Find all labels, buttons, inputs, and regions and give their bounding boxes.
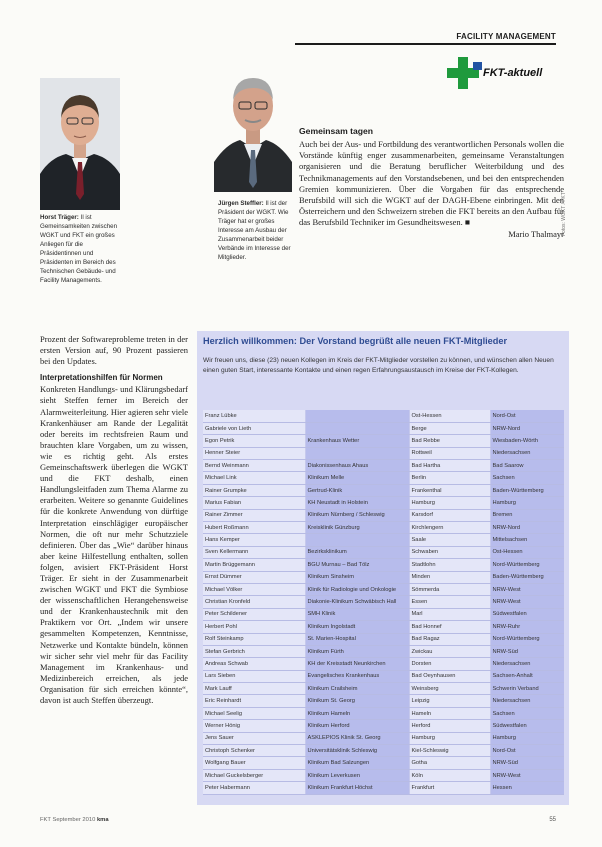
caption-1-name: Horst Träger: xyxy=(40,214,79,221)
member-region: Sachsen xyxy=(490,472,564,484)
table-row xyxy=(203,522,564,534)
member-city: Marl xyxy=(409,608,490,620)
member-institution: Universitätsklinik Schleswig xyxy=(305,745,409,757)
table-row xyxy=(203,707,564,719)
caption-2-name: Jürgen Steffler: xyxy=(218,200,264,207)
member-name: Martin Brüggemann xyxy=(203,559,305,571)
member-name: Rolf Steinkamp xyxy=(203,633,305,645)
portrait-2-image xyxy=(214,58,292,192)
table-row xyxy=(203,683,564,695)
caption-horst-traeger xyxy=(40,213,120,285)
member-institution: Klinikum Sinsheim xyxy=(305,571,409,583)
member-city: Köln xyxy=(409,769,490,781)
member-name: Lars Sieben xyxy=(203,670,305,682)
member-institution: Diakonissenhaus Ahaus xyxy=(305,460,409,472)
member-name: Mark Lauff xyxy=(203,683,305,695)
table-row xyxy=(203,546,564,558)
member-region: Hessen xyxy=(490,782,564,794)
member-region: Nord-Ost xyxy=(490,745,564,757)
section-label: FACILITY MANAGEMENT xyxy=(456,32,556,41)
member-region: Südwestfalen xyxy=(490,608,564,620)
badge-icon xyxy=(473,62,482,70)
section-title-gemeinsam-tagen: Gemeinsam tagen xyxy=(299,126,374,136)
table-row xyxy=(203,472,564,484)
member-name: Andreas Schwab xyxy=(203,658,305,670)
member-region: Baden-Württemberg xyxy=(490,571,564,583)
member-name: Gabriele von Lieth xyxy=(203,422,305,434)
table-row xyxy=(203,559,564,571)
member-name: Franz Lübke xyxy=(203,410,305,422)
member-city: Gotha xyxy=(409,757,490,769)
member-name: Eric Reinhardt xyxy=(203,695,305,707)
member-institution: SMH Klinik xyxy=(305,608,409,620)
member-institution: Klinikum Crailsheim xyxy=(305,683,409,695)
member-institution: Gertrud-Klinik xyxy=(305,484,409,496)
members-table xyxy=(203,410,564,795)
member-region: Nord-Ost xyxy=(490,410,564,422)
table-row xyxy=(203,435,564,447)
photo-credit: Fotos: WGKT / FKT xyxy=(561,192,567,236)
member-name: Christoph Schenker xyxy=(203,745,305,757)
member-institution xyxy=(305,422,409,434)
table-row xyxy=(203,670,564,682)
table-row xyxy=(203,658,564,670)
page-number: 55 xyxy=(549,817,556,823)
table-row xyxy=(203,782,564,794)
member-region: NRW-Ruhr xyxy=(490,621,564,633)
member-name: Henner Steier xyxy=(203,447,305,459)
member-city: Hamburg xyxy=(409,732,490,744)
table-row xyxy=(203,769,564,781)
member-region: Hamburg xyxy=(490,497,564,509)
table-row xyxy=(203,571,564,583)
member-name: Stefan Gerbrich xyxy=(203,645,305,657)
left-column-body: Konkreten Handlungs- und Klärungsbedarf sieht Steffen ferner im Bereich der Alarmweiterleitung. Hier agieren sehr viele Krankenhäuser am Rande der Legalität oder bereits im rechtsfreien Raum und brauchten klare Vorgaben, um zu wissen, wie es richtig geht. Als erstes Gemeinschaftswerk überlegen die WGKT und die FKT deshalb, einen Handlungsleitfaden zum Thema Alarme zu erarbeiten. Weitere so genannte Guidelines für die konkrete Anwendung von dürftige Interpretation einschlägiger europäischer Normen, die oft nur mehr Schutzziele definieren. Über das „Wie“ darüber hinaus aber keine Hilfestellung enthalten, sollen folgen, avisiert FKT-Präsident Horst Träger. Er sieht in der Zusammenarbeit zwischen WGKT und FKT die Symbiose der wissenschaftlichen Herangehensweise und der Krankenhaustechnik mit den Praktikern vor Ort. „Indem wir unsere gesammelten Kompetenzen, Kenntnisse, Netzwerke und Kontakte bündeln, können wir sicher sehr viel mehr für das Facility Management im Krankenhaus- und Medizinbereich erreichen, als jede Organisation für sich erreichen könnte“, davon ist auch Steffen überzeugt. xyxy=(40,384,188,705)
member-name: Michael Guckelsberger xyxy=(203,769,305,781)
portrait-horst-traeger xyxy=(40,78,120,210)
left-column-intro: Prozent der Softwareprobleme treten in der ersten Version auf, 90 Prozent passieren bei den Updates. xyxy=(40,334,188,367)
member-region: Sachsen-Anhalt xyxy=(490,670,564,682)
member-name: Marius Fabian xyxy=(203,497,305,509)
member-institution: ASKLEPIOS Klinik St. Georg xyxy=(305,732,409,744)
member-city: Ost-Hessen xyxy=(409,410,490,422)
table-row xyxy=(203,596,564,608)
member-name: Bernd Weinmann xyxy=(203,460,305,472)
table-row xyxy=(203,460,564,472)
member-region: Bad Saarow xyxy=(490,460,564,472)
member-city: Berlin xyxy=(409,472,490,484)
member-city: Zwickau xyxy=(409,645,490,657)
member-city: Bad Ragaz xyxy=(409,633,490,645)
member-institution: Klinik für Radiologie und Onkologie xyxy=(305,583,409,595)
member-region: NRW-Nord xyxy=(490,422,564,434)
member-institution: BGU Murnau – Bad Tölz xyxy=(305,559,409,571)
member-city: Herford xyxy=(409,720,490,732)
member-city: Kiel-Schleswig xyxy=(409,745,490,757)
member-institution: Klinikum Herford xyxy=(305,720,409,732)
member-city: Stadtlohn xyxy=(409,559,490,571)
top-section-body: Auch bei der Aus- und Fortbildung des verantwortlichen Personals wollen die Vorstände künftig enger zusammenarbeiten, gemeinsame Veranstaltungen organisieren und die Beratung beruflicher Weiterbildung und des Technikmanagements auf den Vorstandsebenen, und bei den entsprechenden Gremien kommunizieren. Über die Vorgaben für das entsprechende Berufsbild will sich die WGKT auf der DAGH-Ebene einbringen. Mit den Österreichern und den Schweizern streben die FKT bereits an den Aufbau für das Berufsbild Techniker im Gesundheitswesen. ■ Mario Thalmayr xyxy=(299,139,564,239)
member-region: Niedersachsen xyxy=(490,695,564,707)
member-city: Rottweil xyxy=(409,447,490,459)
member-city: Weinsberg xyxy=(409,683,490,695)
table-row xyxy=(203,534,564,546)
member-institution: Klinikum Bad Salzungen xyxy=(305,757,409,769)
table-row xyxy=(203,497,564,509)
member-institution: Diakonie-Klinikum Schwäbisch Hall xyxy=(305,596,409,608)
table-row xyxy=(203,583,564,595)
member-institution: Klinikum St. Georg xyxy=(305,695,409,707)
member-name: Michael Link xyxy=(203,472,305,484)
member-name: Rainer Grumpke xyxy=(203,484,305,496)
member-city: Bad Rebbe xyxy=(409,435,490,447)
member-city: Bad Hartha xyxy=(409,460,490,472)
table-row xyxy=(203,621,564,633)
fkt-logo xyxy=(447,57,562,91)
caption-1-text: Il ist Gemeinsamkeiten zwischen WGKT und FKT ein großes Anliegen für die Präsidentinnen und Präsidenten im Bereich des Technischen Gebäude- und Facility Managements. xyxy=(40,214,118,284)
member-name: Peter Schildener xyxy=(203,608,305,620)
member-city: Frankenthal xyxy=(409,484,490,496)
member-name: Michael Seelig xyxy=(203,707,305,719)
logo-text: FKT-aktuell xyxy=(483,67,543,79)
member-institution: Kreisklinik Günzburg xyxy=(305,522,409,534)
table-row xyxy=(203,720,564,732)
member-city: Frankfurt xyxy=(409,782,490,794)
table-row xyxy=(203,484,564,496)
member-institution: Krankenhaus Wetter xyxy=(305,435,409,447)
member-institution: KH der Kreisstadt Neunkirchen xyxy=(305,658,409,670)
caption-2-text: Il ist der Präsident der WGKT. Wie Träger hat er großes Interesse am Ausbau der Zusammenarbeit beider Verbände im Interesse der Mitglieder. xyxy=(218,200,291,261)
member-institution: Evangelisches Krankenhaus xyxy=(305,670,409,682)
member-region: Südwestfalen xyxy=(490,720,564,732)
member-institution: Klinikum Ingolstadt xyxy=(305,621,409,633)
member-name: Werner Hönig xyxy=(203,720,305,732)
welcome-box-title: Herzlich willkommen: Der Vorstand begrüßt alle neuen FKT-Mitglieder xyxy=(203,336,508,346)
welcome-box-intro: Wir freuen uns, diese (23) neuen Kollegen im Kreis der FKT-Mitglieder vorstellen zu können, und wünschen allen Neuen einen guten Start, interessante Kontakte und einen regen Erfahrungsaustausch im Kreise der FKT-Kollegen. xyxy=(203,357,554,374)
table-row xyxy=(203,645,564,657)
member-region: Hamburg xyxy=(490,732,564,744)
member-name: Hubert Roßmann xyxy=(203,522,305,534)
member-city: Dorsten xyxy=(409,658,490,670)
member-city: Saale xyxy=(409,534,490,546)
member-institution: Klinikum Leverkusen xyxy=(305,769,409,781)
member-name: Jens Sauer xyxy=(203,732,305,744)
member-city: Hamburg xyxy=(409,497,490,509)
member-institution: Klinikum Melle xyxy=(305,472,409,484)
table-row xyxy=(203,633,564,645)
member-region: Ost-Hessen xyxy=(490,546,564,558)
member-institution: St. Marien-Hospital xyxy=(305,633,409,645)
table-row xyxy=(203,608,564,620)
member-region: NRW-West xyxy=(490,583,564,595)
footer-text: FKT September 2010 xyxy=(40,817,96,823)
member-region: Niedersachsen xyxy=(490,447,564,459)
table-row xyxy=(203,410,564,422)
member-institution xyxy=(305,410,409,422)
member-region: Schwerin Verband xyxy=(490,683,564,695)
subheading-normen: Interpretationshilfen für Normen xyxy=(40,373,163,383)
member-region: NRW-Süd xyxy=(490,757,564,769)
member-city: Minden xyxy=(409,571,490,583)
member-institution: Bezirksklinikum xyxy=(305,546,409,558)
table-row xyxy=(203,695,564,707)
member-city: Bad Honnef xyxy=(409,621,490,633)
member-name: Michael Völker xyxy=(203,583,305,595)
member-city: Berge xyxy=(409,422,490,434)
member-city: Hameln xyxy=(409,707,490,719)
member-region: Bremen xyxy=(490,509,564,521)
member-city: Leipzig xyxy=(409,695,490,707)
member-city: Schwaben xyxy=(409,546,490,558)
member-name: Wolfgang Bauer xyxy=(203,757,305,769)
article-author: Mario Thalmayr xyxy=(508,228,564,239)
header-rule xyxy=(295,43,556,45)
member-name: Herbert Pohl xyxy=(203,621,305,633)
member-region: Wiesbaden-Wörth xyxy=(490,435,564,447)
member-region: Baden-Württemberg xyxy=(490,484,564,496)
member-institution: Klinikum Nürnberg / Schleswig xyxy=(305,509,409,521)
member-institution xyxy=(305,447,409,459)
member-institution: Klinikum Frankfurt Höchst xyxy=(305,782,409,794)
table-row xyxy=(203,732,564,744)
table-row xyxy=(203,509,564,521)
member-region: NRW-West xyxy=(490,596,564,608)
member-name: Christian Kronfeld xyxy=(203,596,305,608)
table-row xyxy=(203,745,564,757)
member-institution: KH Neustadt in Holstein xyxy=(305,497,409,509)
footer-magazine: kma xyxy=(96,817,109,823)
member-institution xyxy=(305,534,409,546)
member-city: Bad Oeynhausen xyxy=(409,670,490,682)
top-section-paragraph: Auch bei der Aus- und Fortbildung des verantwortlichen Personals wollen die Vorstände künftig enger zusammenarbeiten, gemeinsame Veranstaltungen organisieren und die Beratung beruflicher Weiterbildung und des Technikmanagements auf den Vorstandsebenen, und bei den entsprechenden Gremien kommunizieren. Über die Vorgaben für das entsprechende Berufsbild will sich die WGKT auf der DAGH-Ebene einbringen. Mit den Österreichern und den Schweizern streben die FKT bereits an den Aufbau für das Berufsbild Techniker im Gesundheitswesen. xyxy=(299,139,564,228)
table-row xyxy=(203,422,564,434)
member-name: Peter Habermann xyxy=(203,782,305,794)
member-city: Sömmerda xyxy=(409,583,490,595)
member-region: Nord-Württemberg xyxy=(490,633,564,645)
portrait-juergen-steffler xyxy=(214,58,292,192)
member-region: Mittelsachsen xyxy=(490,534,564,546)
member-name: Sven Kellermann xyxy=(203,546,305,558)
member-name: Hans Kemper xyxy=(203,534,305,546)
member-city: Kirchlengern xyxy=(409,522,490,534)
member-region: NRW-Süd xyxy=(490,645,564,657)
table-row xyxy=(203,757,564,769)
member-institution: Klinikum Fürth xyxy=(305,645,409,657)
portrait-1-image xyxy=(40,78,120,210)
member-region: NRW-West xyxy=(490,769,564,781)
table-row xyxy=(203,447,564,459)
member-region: Sachsen xyxy=(490,707,564,719)
caption-juergen-steffler xyxy=(218,199,294,262)
member-region: Nord-Württemberg xyxy=(490,559,564,571)
member-name: Egon Petrik xyxy=(203,435,305,447)
member-name: Rainer Zimmer xyxy=(203,509,305,521)
member-institution: Klinikum Hameln xyxy=(305,707,409,719)
member-city: Karsdorf xyxy=(409,509,490,521)
member-city: Essen xyxy=(409,596,490,608)
footer xyxy=(40,817,109,823)
left-column xyxy=(40,334,188,706)
member-region: NRW-Nord xyxy=(490,522,564,534)
member-region: Niedersachsen xyxy=(490,658,564,670)
member-name: Ernst Dümmer xyxy=(203,571,305,583)
